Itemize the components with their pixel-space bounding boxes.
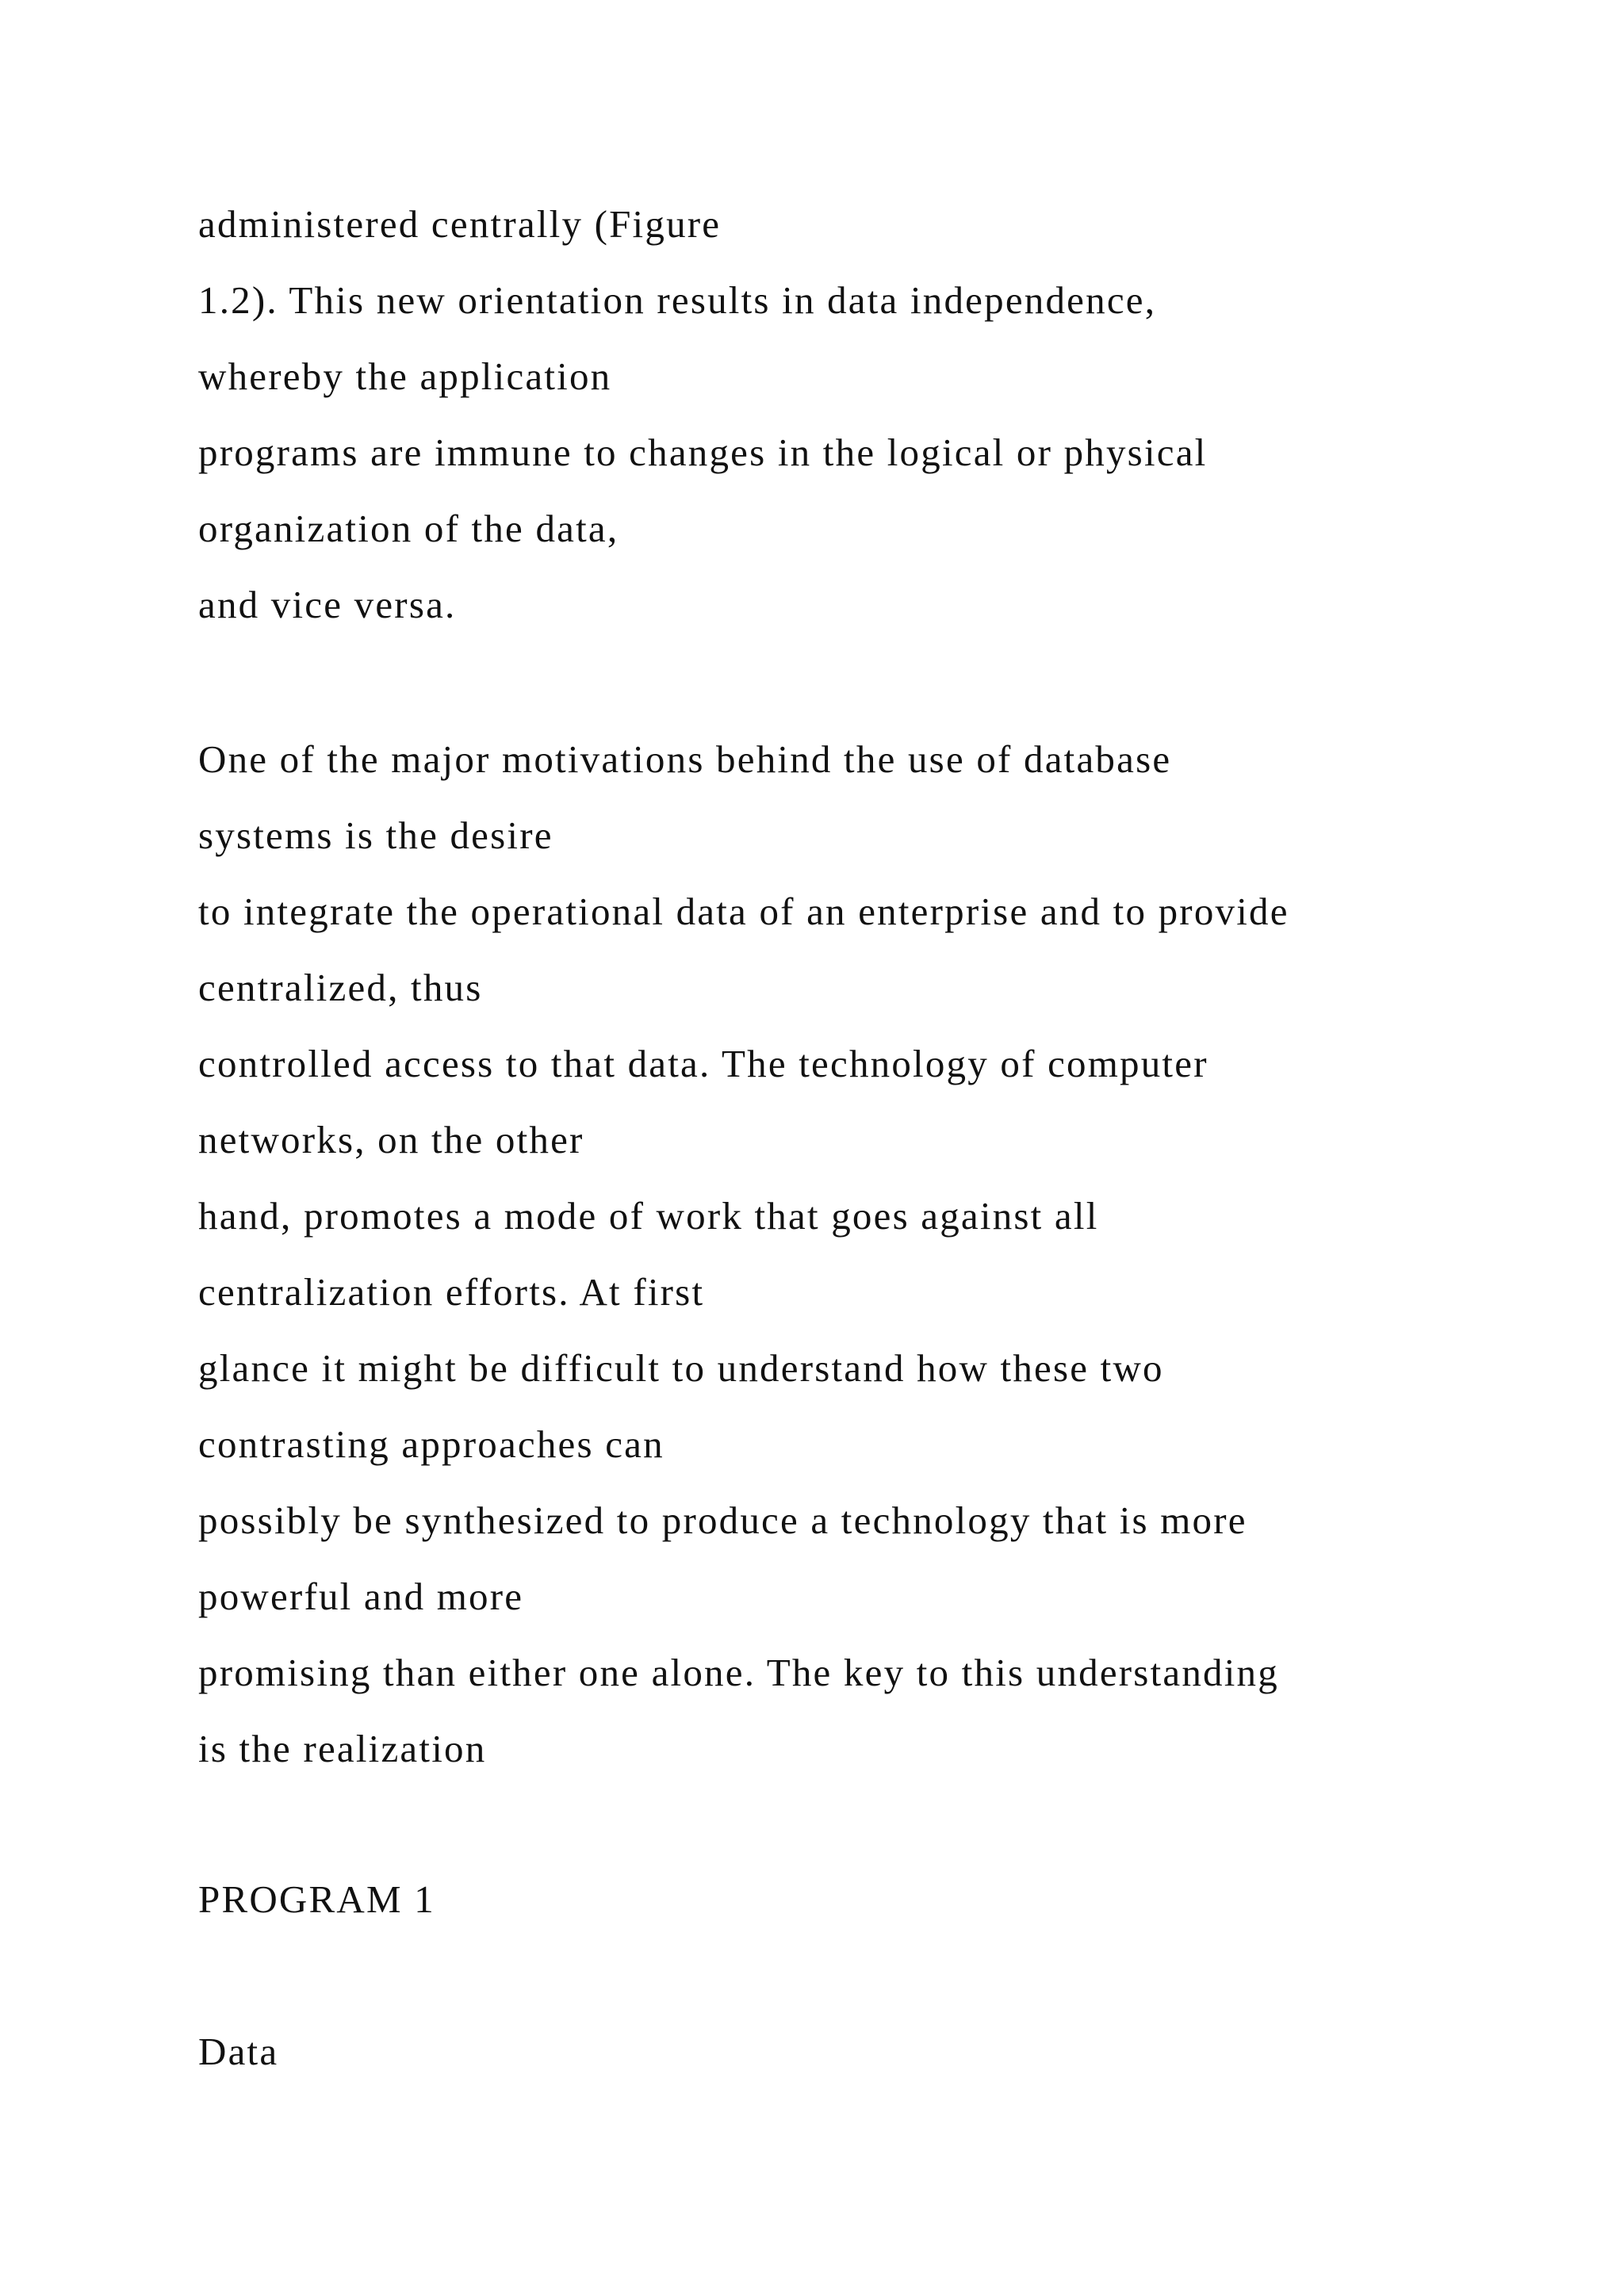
text-line: networks, on the other — [198, 1118, 584, 1161]
text-line: powerful and more — [198, 1575, 524, 1618]
text-line: possibly be synthesized to produce a technology that is more — [198, 1498, 1247, 1542]
program-label — [198, 1862, 1546, 1938]
text-line: whereby the application — [198, 354, 612, 398]
paragraph-data-independence — [198, 186, 1546, 643]
text-line: hand, promotes a mode of work that goes against all — [198, 1194, 1099, 1238]
text-line: centralization efforts. At first — [198, 1270, 705, 1314]
text-line: controlled access to that data. The technology of computer — [198, 1042, 1208, 1085]
text-line: 1.2). This new orientation results in data independence, — [198, 278, 1157, 322]
text-line: to integrate the operational data of an enterprise and to provide — [198, 890, 1289, 933]
data-label — [198, 2014, 1546, 2090]
text-line: One of the major motivations behind the use of database — [198, 737, 1172, 781]
text-line: systems is the desire — [198, 813, 553, 857]
text-line: glance it might be difficult to understand how these two — [198, 1346, 1164, 1390]
text-line: and vice versa. — [198, 583, 457, 626]
text-line: is the realization — [198, 1727, 487, 1770]
text-line: programs are immune to changes in the logical or physical — [198, 430, 1208, 474]
text-line: contrasting approaches can — [198, 1422, 665, 1466]
text-line: administered centrally (Figure — [198, 202, 722, 246]
program-label-text: PROGRAM 1 — [198, 1877, 435, 1921]
text-line: organization of the data, — [198, 507, 619, 550]
data-label-text: Data — [198, 2030, 279, 2073]
paragraph-motivations — [198, 721, 1546, 1787]
text-line: centralized, thus — [198, 966, 483, 1009]
text-line: promising than either one alone. The key to this understanding — [198, 1651, 1279, 1694]
